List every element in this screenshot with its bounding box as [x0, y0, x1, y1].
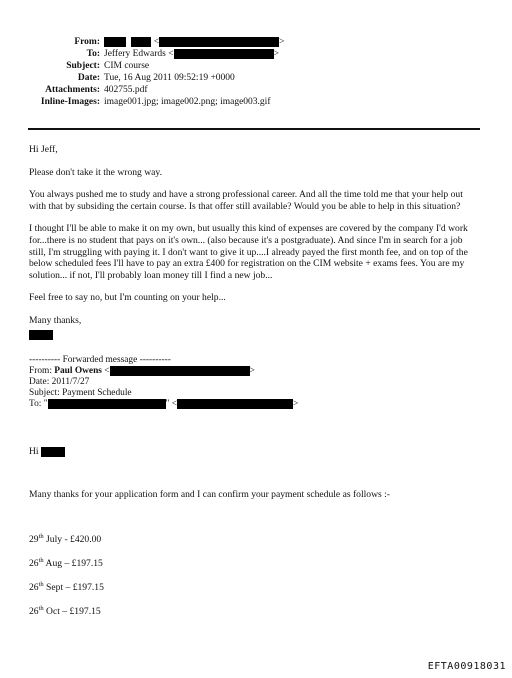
- schedule-row: 29th July - £420.00: [29, 533, 102, 545]
- quoted-intro: Many thanks for your application form and I can confirm your payment schedule as follows :-: [29, 489, 390, 500]
- forwarded-to: [29, 399, 481, 410]
- to-gt: >: [273, 49, 279, 59]
- forwarded-banner: ---------- Forwarded message ----------: [29, 355, 171, 365]
- signature: [29, 330, 481, 342]
- forwarded-from: [29, 366, 481, 377]
- schedule-row: 26th Sept – £197.15: [29, 581, 104, 593]
- attachments-value: 402755.pdf: [104, 85, 148, 95]
- signoff: Many thanks,: [29, 314, 82, 326]
- date-value: Tue, 16 Aug 2011 09:52:19 +0000: [104, 73, 235, 83]
- inline-images-label: Inline-Images:: [40, 97, 100, 107]
- greeting: Hi Jeff,: [29, 144, 58, 155]
- forwarded-from-gt: >: [249, 366, 255, 377]
- message-body: [29, 144, 481, 341]
- redacted-signature: [29, 330, 53, 340]
- redacted-block: [110, 366, 250, 376]
- inline-images-value: image001.jpg; image002.png; image003.gif: [104, 97, 271, 107]
- date-label: Date:: [77, 73, 100, 83]
- subject-value: CIM course: [104, 61, 150, 71]
- paragraph-2: You always pushed me to study and have a strong professional career. And all the time told me that your help out with that by subsiding the certain course. Is that offer still available? Would you be able to help in this situation?: [29, 189, 463, 212]
- forwarded-from-name: Paul Owens: [54, 366, 102, 377]
- forwarded-header: [29, 355, 481, 410]
- forwarded-to-gt: >: [293, 399, 299, 410]
- forwarded-to-lt: " <: [165, 399, 178, 410]
- from-value: [104, 36, 284, 48]
- redacted-block: [131, 37, 151, 47]
- redacted-block: [41, 447, 65, 457]
- forwarded-to-label: To: ": [29, 399, 48, 410]
- redacted-block: [177, 399, 293, 409]
- redacted-block: [48, 399, 166, 409]
- quoted-hi-text: Hi: [29, 446, 39, 457]
- redacted-block: [104, 37, 126, 47]
- email-header: [0, 36, 512, 116]
- forwarded-subject: Subject: Payment Schedule: [29, 388, 132, 399]
- attachments-label: Attachments:: [45, 85, 100, 95]
- from-lt: <: [153, 37, 160, 47]
- redacted-block: [174, 49, 274, 59]
- schedule-row: 26th Aug – £197.15: [29, 557, 103, 569]
- to-value: [104, 48, 279, 60]
- paragraph-1: Please don't take it the wrong way.: [29, 166, 162, 178]
- subject-label: Subject:: [66, 61, 100, 71]
- from-gt: >: [279, 37, 285, 47]
- from-label: From:: [74, 37, 100, 47]
- paragraph-4: Feel free to say no, but I'm counting on your help...: [29, 292, 226, 304]
- header-divider: [28, 128, 480, 130]
- forwarded-date: Date: 2011/7/27: [29, 377, 90, 388]
- schedule-row: 26th Oct – £197.15: [29, 605, 101, 617]
- quoted-hi: [29, 446, 481, 458]
- redacted-block: [159, 37, 279, 47]
- forwarded-from-lt: <: [101, 366, 110, 377]
- forwarded-from-label: From:: [29, 366, 52, 377]
- to-label: To:: [86, 49, 100, 59]
- to-name: Jeffery Edwards <: [104, 49, 174, 59]
- paragraph-3: I thought I'll be able to make it on my own, but usually this kind of expenses are covered by the company I'd work for...there is no student that pays on it's own... (also because it's a postgraduate). And since I'm in search for a job still, I'm struggling with paying it. I don't want to give it up....I already payed the first month fee, and on top of the below scheduled fees I'll have to pay an extra £400 for registration on the CIM website + exams fees. You are my solution... if not, I'll probably loan money till I find a new job...: [29, 223, 468, 281]
- document-id: EFTA00918031: [427, 661, 506, 672]
